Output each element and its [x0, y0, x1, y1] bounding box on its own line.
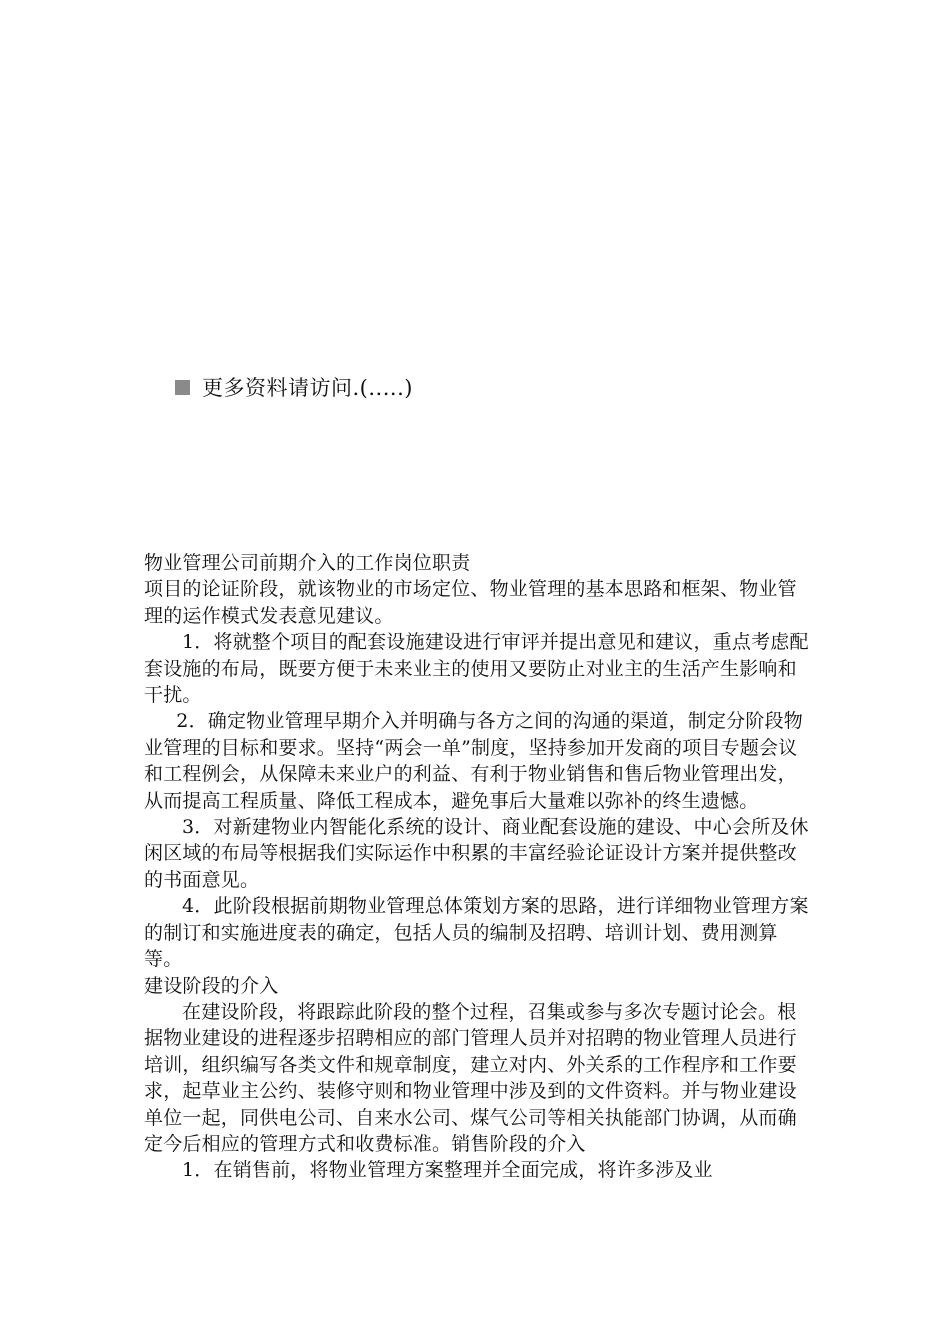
promo-text: 更多资料请访问.(.....)	[202, 376, 413, 400]
paragraph-item-4: 4．此阶段根据前期物业管理总体策划方案的思路，进行详细物业管理方案的制订和实施进度表的确定，包括人员的编制及招聘、培训计划、费用测算等。	[144, 895, 809, 971]
document-title: 物业管理公司前期介入的工作岗位职责	[144, 552, 471, 574]
paragraph-item-1: 1．将就整个项目的配套设施建设进行审评并提出意见和建议，重点考虑配套设施的布局，既要方便于未来业主的使用又要防止对业主的生活产生影响和干扰。	[144, 631, 809, 707]
document-body	[144, 550, 814, 1184]
paragraph-item-2: 2．确定物业管理早期介入并明确与各方之间的沟通的渠道，制定分阶段物业管理的目标和要求。坚持“两会一单”制度，坚持参加开发商的项目专题会议和工程例会，从保障未来业户的利益、有利于物业销售和售后物业管理出发，从而提高工程质量、降低工程成本，避免事后大量难以弥补的终生遗憾。	[144, 710, 803, 812]
paragraph-construction: 在建设阶段，将跟踪此阶段的整个过程，召集或参与多次专题讨论会。根据物业建设的进程逐步招聘相应的部门管理人员并对招聘的物业管理人员进行培训，组织编写各类文件和规章制度，建立对内、外关系的工作程序和工作要求，起草业主公约、装修守则和物业管理中涉及到的文件资料。并与物业建设单位一起，同供电公司、自来水公司、煤气公司等相关执能部门协调，从而确定今后相应的管理方式和收费标准。销售阶段的介入	[144, 1000, 797, 1155]
square-bullet-icon	[175, 380, 190, 395]
promo-banner	[175, 372, 413, 402]
paragraph-intro: 项目的论证阶段，就该物业的市场定位、物业管理的基本思路和框架、物业管理的运作模式发表意见建议。	[144, 578, 797, 627]
paragraph-sales-1: 1．在销售前，将物业管理方案整理并全面完成，将许多涉及业	[182, 1159, 713, 1182]
paragraph-item-3: 3．对新建物业内智能化系统的设计、商业配套设施的建设、中心会所及休闲区域的布局等根据我们实际运作中积累的丰富经验论证设计方案并提供整改的书面意见。	[144, 816, 809, 891]
section-heading-construction: 建设阶段的介入	[144, 974, 279, 997]
